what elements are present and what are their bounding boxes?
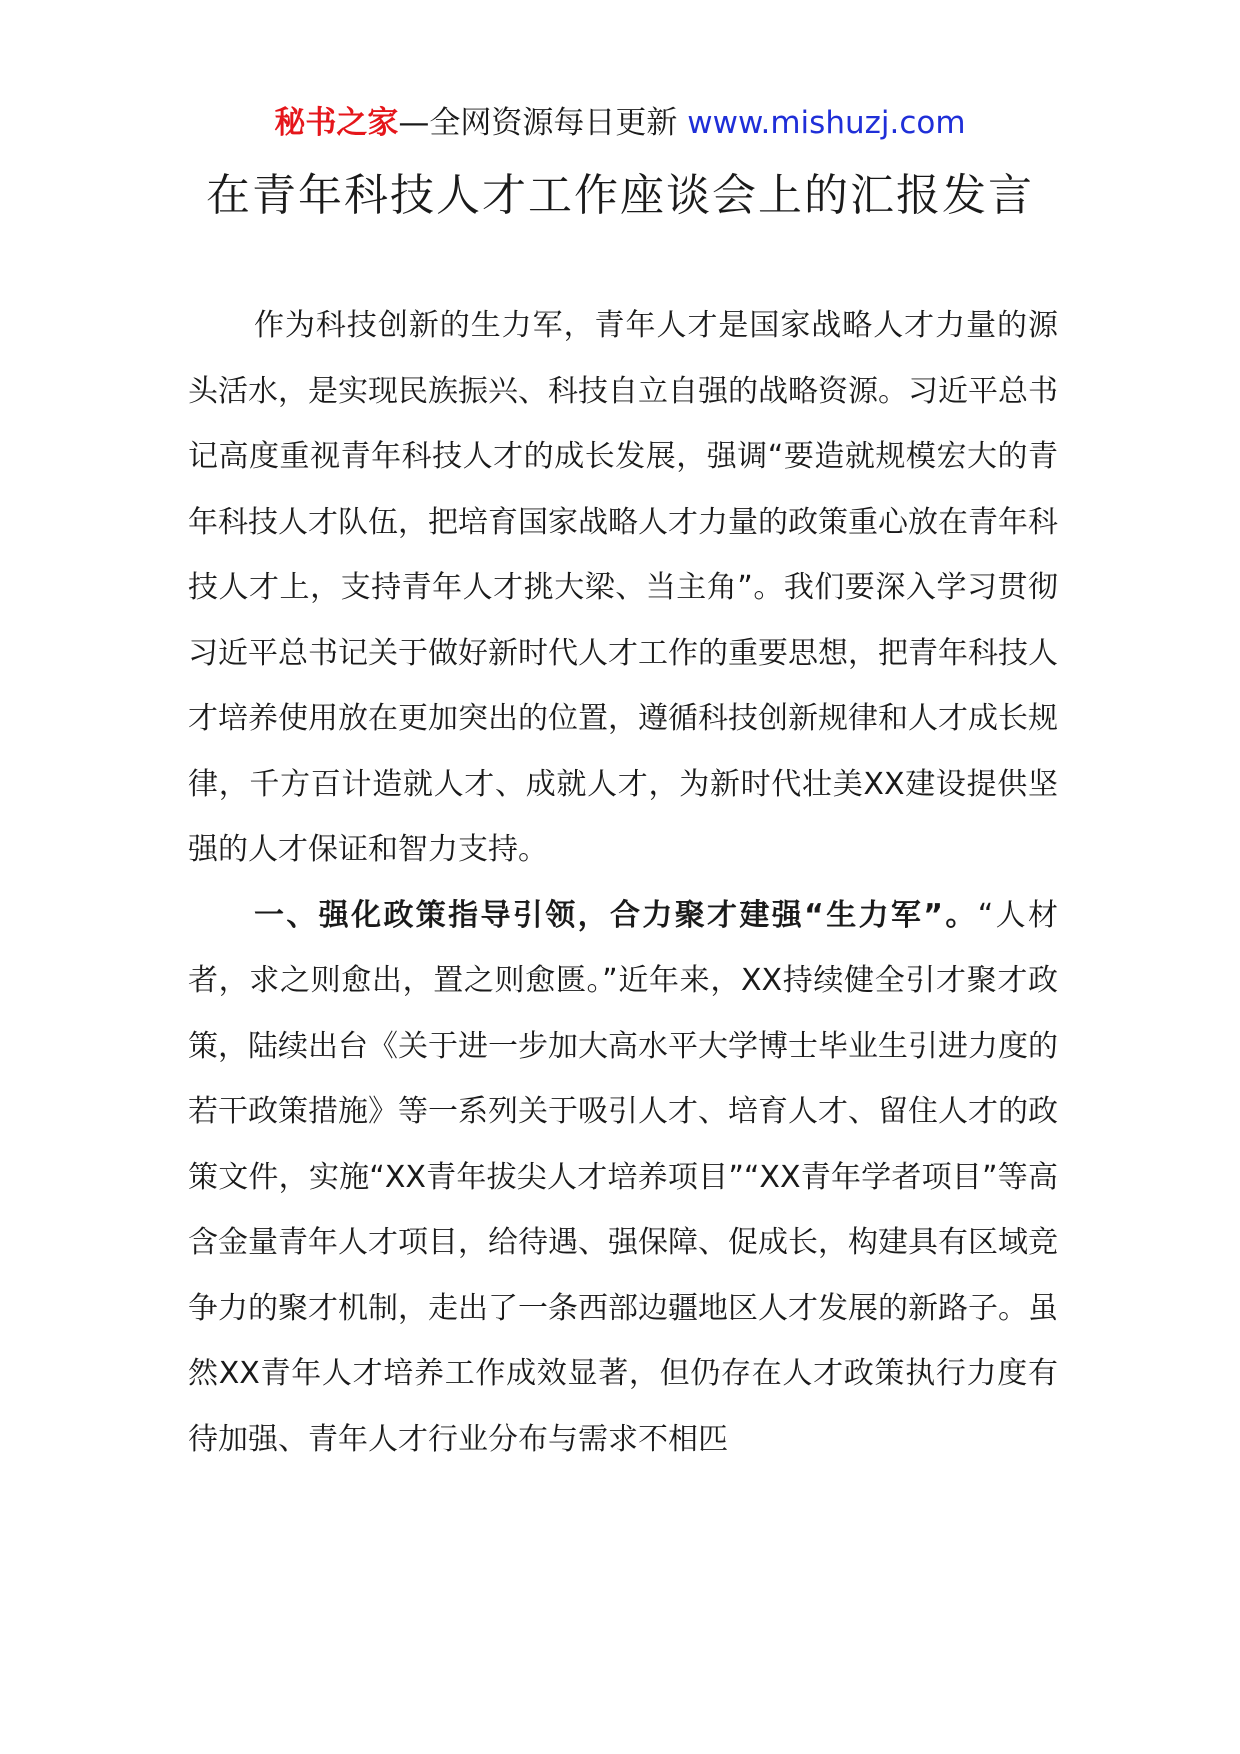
site-url-link[interactable]: www.mishuzj.com	[687, 105, 966, 141]
document-body	[188, 293, 1058, 1472]
brand-name: 秘书之家	[274, 105, 399, 141]
site-header	[0, 103, 1240, 143]
body-paragraph	[188, 293, 1058, 883]
paragraph-text: 作为科技创新的生力军，青年人才是国家战略人才力量的源头活水，是实现民族振兴、科技自立自强的战略资源。习近平总书记高度重视青年科技人才的成长发展，强调“要造就规模宏大的青年科技人才队伍，把培育国家战略人才力量的政策重心放在青年科技人才上，支持青年人才挑大梁、当主角”。我们要深入学习贯彻习近平总书记关于做好新时代人才工作的重要思想，把青年科技人才培养使用放在更加突出的位置，遵循科技创新规律和人才成长规律，千方百计造就人才、成就人才，为新时代壮美XX建设提供坚强的人才保证和智力支持。	[188, 308, 1058, 867]
header-tagline: —全网资源每日更新	[398, 105, 678, 141]
section-heading: 一、强化政策指导引领，合力聚才建强“生力军”。	[254, 897, 978, 933]
body-paragraph	[188, 883, 1058, 1473]
paragraph-text: “人材者，求之则愈出，置之则愈匮。”近年来，XX持续健全引才聚才政策，陆续出台《关于进一步加大高水平大学博士毕业生引进力度的若干政策措施》等一系列关于吸引人才、培育人才、留住人才的政策文件，实施“XX青年拔尖人才培养项目”“XX青年学者项目”等高含金量青年人才项目，给待遇、强保障、促成长，构建具有区域竞争力的聚才机制，走出了一条西部边疆地区人才发展的新路子。虽然XX青年人才培养工作成效显著，但仍存在人才政策执行力度有待加强、青年人才行业分布与需求不相匹	[188, 897, 1058, 1457]
document-title: 在青年科技人才工作座谈会上的汇报发言	[206, 170, 1034, 221]
